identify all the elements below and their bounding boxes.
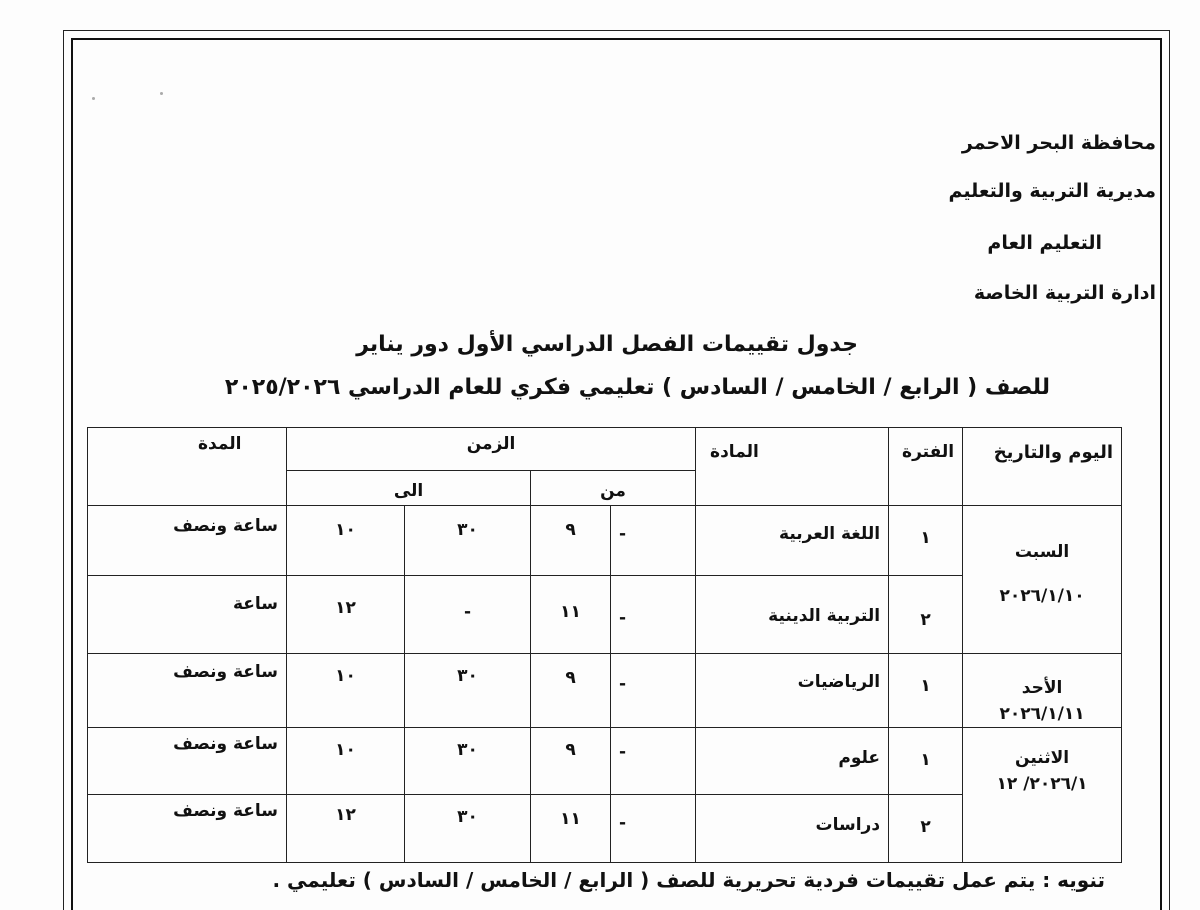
day-date: ٢٠٢٦/١/١٠ — [999, 586, 1085, 607]
scan-speck — [92, 97, 95, 100]
header-time: الزمن — [287, 428, 696, 471]
to-minute-cell: ٣٠ — [405, 728, 531, 795]
header-duration: المدة — [88, 428, 287, 506]
from-hour-cell: ١١ — [531, 576, 611, 654]
header-period: الفترة — [889, 428, 963, 506]
from-hour-cell: ٩ — [531, 728, 611, 795]
duration-cell: ساعة ونصف — [88, 795, 287, 863]
header-row-1 — [88, 428, 1122, 471]
day-date: ٢٠٢٦/١/ ١٢ — [996, 773, 1088, 794]
subject-cell: اللغة العربية — [696, 506, 889, 576]
schedule-table — [87, 427, 1122, 863]
from-minute-cell: - — [611, 654, 696, 728]
duration-cell: ساعة ونصف — [88, 654, 287, 728]
document-title: جدول تقييمات الفصل الدراسي الأول دور يناير — [356, 332, 858, 357]
day-name: السبت — [1014, 542, 1070, 562]
to-minute-cell: ٣٠ — [405, 506, 531, 576]
from-minute-cell: - — [611, 576, 696, 654]
directorate-label: مديرية التربية والتعليم — [948, 180, 1156, 202]
period-cell: ٢ — [889, 795, 963, 863]
header-to: الى — [287, 471, 531, 506]
table-row — [88, 654, 1122, 728]
subject-cell: دراسات — [696, 795, 889, 863]
table-row — [88, 728, 1122, 795]
header-day-date: اليوم والتاريخ — [963, 428, 1122, 506]
period-cell: ١ — [889, 654, 963, 728]
document-subtitle: للصف ( الرابع / الخامس / السادس ) تعليمي فكري للعام الدراسي ٢٠٢٥/٢٠٢٦ — [224, 375, 1050, 400]
header-from: من — [531, 471, 696, 506]
from-hour-cell: ٩ — [531, 654, 611, 728]
governorate-label: محافظة البحر الاحمر — [961, 132, 1156, 154]
duration-cell: ساعة ونصف — [88, 728, 287, 795]
day-date: ٢٠٢٦/١/١١ — [999, 703, 1085, 724]
table-row — [88, 506, 1122, 576]
period-cell: ٢ — [889, 576, 963, 654]
day-cell — [963, 654, 1122, 728]
from-hour-cell: ١١ — [531, 795, 611, 863]
subject-cell: الرياضيات — [696, 654, 889, 728]
day-cell — [963, 728, 1122, 863]
duration-cell: ساعة ونصف — [88, 506, 287, 576]
day-name: الأحد — [1021, 678, 1063, 698]
period-cell: ١ — [889, 506, 963, 576]
subject-cell: علوم — [696, 728, 889, 795]
to-hour-cell: ١٠ — [287, 728, 405, 795]
scan-speck — [160, 92, 163, 95]
header-subject: المادة — [696, 428, 889, 506]
from-minute-cell: - — [611, 795, 696, 863]
to-hour-cell: ١٠ — [287, 506, 405, 576]
to-hour-cell: ١٢ — [287, 576, 405, 654]
department-label: ادارة التربية الخاصة — [973, 282, 1156, 304]
from-minute-cell: - — [611, 506, 696, 576]
footnote: تنويه : يتم عمل تقييمات فردية تحريرية للصف ( الرابع / الخامس / السادس ) تعليمي . — [272, 868, 1105, 892]
day-name: الاثنين — [1015, 748, 1070, 768]
to-hour-cell: ١٢ — [287, 795, 405, 863]
to-hour-cell: ١٠ — [287, 654, 405, 728]
to-minute-cell: - — [405, 576, 531, 654]
day-cell — [963, 506, 1122, 654]
to-minute-cell: ٣٠ — [405, 795, 531, 863]
subject-cell: التربية الدينية — [696, 576, 889, 654]
to-minute-cell: ٣٠ — [405, 654, 531, 728]
from-hour-cell: ٩ — [531, 506, 611, 576]
period-cell: ١ — [889, 728, 963, 795]
from-minute-cell: - — [611, 728, 696, 795]
sector-label: التعليم العام — [987, 232, 1102, 254]
duration-cell: ساعة — [88, 576, 287, 654]
